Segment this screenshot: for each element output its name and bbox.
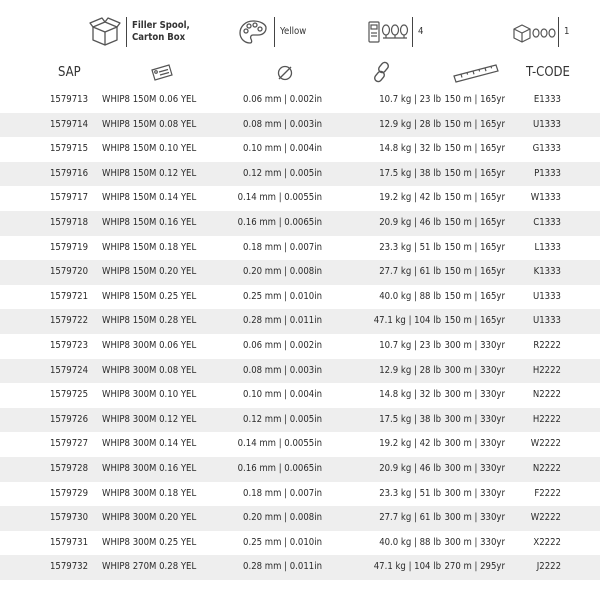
- table-row: [0, 531, 600, 556]
- load-cell: 17.5 kg | 38 lb: [379, 167, 441, 179]
- units-value: 4: [418, 26, 424, 37]
- product-table: [0, 88, 600, 580]
- table-row: [0, 457, 600, 482]
- sap-cell: 1579715: [50, 143, 89, 155]
- units-info: [366, 12, 423, 52]
- description-cell: WHIP8 300M 0.18 YEL: [102, 487, 197, 499]
- load-cell: 47.1 kg | 104 lb: [373, 315, 441, 327]
- diameter-icon: [276, 64, 294, 86]
- length-cell: 150 m | 165yr: [444, 315, 505, 327]
- length-cell: 150 m | 165yr: [444, 241, 505, 253]
- diameter-cell: 0.20 mm | 0.008in: [243, 512, 322, 524]
- load-cell: 17.5 kg | 38 lb: [379, 413, 441, 425]
- load-cell: 10.7 kg | 23 lb: [379, 94, 441, 105]
- sap-cell: 1579718: [50, 216, 89, 228]
- sap-cell: 1579732: [50, 561, 89, 573]
- description-cell: WHIP8 150M 0.16 YEL: [102, 216, 197, 228]
- tcode-cell: C1333: [533, 216, 561, 228]
- diameter-cell: 0.18 mm | 0.007in: [243, 487, 322, 499]
- sap-cell: 1579726: [50, 413, 89, 425]
- color-palette-icon: [234, 15, 272, 49]
- sap-cell: 1579717: [50, 192, 89, 204]
- description-cell: WHIP8 150M 0.28 YEL: [102, 315, 197, 327]
- length-cell: 150 m | 165yr: [444, 94, 505, 105]
- diameter-cell: 0.28 mm | 0.011in: [243, 315, 322, 327]
- table-row: [0, 162, 600, 187]
- header-tcode: T-CODE: [526, 65, 570, 80]
- table-row: [0, 236, 600, 261]
- tcode-cell: H2222: [532, 413, 561, 425]
- tcode-cell: N2222: [532, 462, 561, 474]
- product-tag-icon: [149, 63, 175, 87]
- tcode-cell: R2222: [533, 339, 561, 351]
- table-row: [0, 408, 600, 433]
- description-cell: WHIP8 150M 0.06 YEL: [102, 94, 197, 105]
- separator: [274, 17, 275, 47]
- table-row: [0, 334, 600, 359]
- diameter-cell: 0.06 mm | 0.002in: [243, 339, 322, 351]
- color-label: Yellow: [280, 26, 307, 37]
- diameter-cell: 0.25 mm | 0.010in: [243, 536, 322, 548]
- tcode-cell: F2222: [534, 487, 561, 499]
- carton-value: 1: [564, 26, 570, 37]
- diameter-cell: 0.20 mm | 0.008in: [243, 266, 322, 278]
- diameter-cell: 0.25 mm | 0.010in: [243, 290, 322, 302]
- description-cell: WHIP8 300M 0.08 YEL: [102, 364, 197, 376]
- length-cell: 150 m | 165yr: [444, 143, 505, 155]
- tcode-cell: E1333: [533, 94, 561, 105]
- diameter-cell: 0.18 mm | 0.007in: [243, 241, 322, 253]
- length-cell: 150 m | 165yr: [444, 167, 505, 179]
- tcode-cell: J2222: [536, 561, 561, 573]
- description-cell: WHIP8 300M 0.10 YEL: [102, 389, 197, 401]
- packaging-line-2: Carton Box: [132, 32, 186, 43]
- diameter-cell: 0.16 mm | 0.0065in: [237, 216, 322, 228]
- tcode-cell: P1333: [534, 167, 561, 179]
- description-cell: WHIP8 270M 0.28 YEL: [102, 561, 197, 573]
- length-cell: 270 m | 295yr: [444, 561, 505, 573]
- load-cell: 14.8 kg | 32 lb: [379, 143, 441, 155]
- table-row: [0, 137, 600, 162]
- description-cell: WHIP8 150M 0.12 YEL: [102, 167, 197, 179]
- description-cell: WHIP8 300M 0.14 YEL: [102, 438, 197, 450]
- tcode-cell: U1333: [532, 315, 561, 327]
- packaging-info: [86, 12, 190, 52]
- length-cell: 300 m | 330yr: [444, 462, 505, 474]
- description-cell: WHIP8 300M 0.20 YEL: [102, 512, 197, 524]
- header-sap: SAP: [58, 65, 81, 80]
- table-row: [0, 555, 600, 580]
- color-info: [234, 12, 306, 52]
- table-header: [0, 60, 600, 86]
- ruler-icon: [452, 62, 500, 88]
- sap-cell: 1579721: [50, 290, 89, 302]
- load-cell: 12.9 kg | 28 lb: [379, 364, 441, 376]
- length-cell: 300 m | 330yr: [444, 364, 505, 376]
- sap-cell: 1579723: [50, 339, 89, 351]
- sap-cell: 1579720: [50, 266, 89, 278]
- load-cell: 12.9 kg | 28 lb: [379, 118, 441, 130]
- length-cell: 300 m | 330yr: [444, 512, 505, 524]
- sap-cell: 1579729: [50, 487, 89, 499]
- diameter-cell: 0.10 mm | 0.004in: [243, 389, 322, 401]
- load-cell: 10.7 kg | 23 lb: [379, 339, 441, 351]
- carton-info: [512, 12, 569, 52]
- length-cell: 150 m | 165yr: [444, 118, 505, 130]
- sap-cell: 1579713: [50, 94, 89, 105]
- sap-cell: 1579722: [50, 315, 89, 327]
- tcode-cell: W2222: [530, 438, 561, 450]
- diameter-cell: 0.08 mm | 0.003in: [243, 364, 322, 376]
- load-cell: 23.3 kg | 51 lb: [379, 241, 441, 253]
- table-row: [0, 285, 600, 310]
- length-cell: 150 m | 165yr: [444, 266, 505, 278]
- tcode-cell: U1333: [532, 118, 561, 130]
- description-cell: WHIP8 300M 0.25 YEL: [102, 536, 197, 548]
- sap-cell: 1579727: [50, 438, 89, 450]
- load-cell: 14.8 kg | 32 lb: [379, 389, 441, 401]
- diameter-cell: 0.14 mm | 0.0055in: [237, 438, 322, 450]
- spool-display-icon: [366, 15, 410, 49]
- length-cell: 300 m | 330yr: [444, 339, 505, 351]
- length-cell: 150 m | 165yr: [444, 216, 505, 228]
- sap-cell: 1579728: [50, 462, 89, 474]
- carton-spools-icon: [512, 15, 556, 49]
- diameter-cell: 0.10 mm | 0.004in: [243, 143, 322, 155]
- tcode-cell: W2222: [530, 512, 561, 524]
- length-cell: 300 m | 330yr: [444, 438, 505, 450]
- table-row: [0, 113, 600, 138]
- load-cell: 20.9 kg | 46 lb: [379, 216, 441, 228]
- tcode-cell: G1333: [532, 143, 561, 155]
- sap-cell: 1579716: [50, 167, 89, 179]
- load-cell: 23.3 kg | 51 lb: [379, 487, 441, 499]
- tcode-cell: L1333: [534, 241, 561, 253]
- tcode-cell: U1333: [532, 290, 561, 302]
- sap-cell: 1579714: [50, 118, 89, 130]
- diameter-cell: 0.06 mm | 0.002in: [243, 94, 322, 105]
- table-row: [0, 186, 600, 211]
- table-row: [0, 211, 600, 236]
- diameter-cell: 0.12 mm | 0.005in: [243, 413, 322, 425]
- description-cell: WHIP8 150M 0.08 YEL: [102, 118, 197, 130]
- table-row: [0, 88, 600, 113]
- description-cell: WHIP8 150M 0.20 YEL: [102, 266, 197, 278]
- table-row: [0, 432, 600, 457]
- table-row: [0, 383, 600, 408]
- length-cell: 300 m | 330yr: [444, 389, 505, 401]
- tcode-cell: K1333: [533, 266, 561, 278]
- sap-cell: 1579724: [50, 364, 89, 376]
- description-cell: WHIP8 300M 0.12 YEL: [102, 413, 197, 425]
- separator: [412, 17, 413, 47]
- sap-cell: 1579731: [50, 536, 89, 548]
- length-cell: 300 m | 330yr: [444, 487, 505, 499]
- separator: [126, 17, 127, 47]
- separator: [558, 17, 559, 47]
- tcode-cell: N2222: [532, 389, 561, 401]
- description-cell: WHIP8 150M 0.25 YEL: [102, 290, 197, 302]
- diameter-cell: 0.12 mm | 0.005in: [243, 167, 322, 179]
- chain-link-icon: [370, 60, 394, 88]
- diameter-cell: 0.08 mm | 0.003in: [243, 118, 322, 130]
- load-cell: 19.2 kg | 42 lb: [379, 192, 441, 204]
- length-cell: 150 m | 165yr: [444, 290, 505, 302]
- packaging-line-1: Filler Spool,: [132, 20, 190, 31]
- sap-cell: 1579725: [50, 389, 89, 401]
- description-cell: WHIP8 150M 0.10 YEL: [102, 143, 197, 155]
- length-cell: 300 m | 330yr: [444, 413, 505, 425]
- load-cell: 20.9 kg | 46 lb: [379, 462, 441, 474]
- box-icon: [86, 15, 124, 49]
- description-cell: WHIP8 300M 0.06 YEL: [102, 339, 197, 351]
- table-row: [0, 260, 600, 285]
- diameter-cell: 0.16 mm | 0.0065in: [237, 462, 322, 474]
- description-cell: WHIP8 300M 0.16 YEL: [102, 462, 197, 474]
- description-cell: WHIP8 150M 0.18 YEL: [102, 241, 197, 253]
- diameter-cell: 0.28 mm | 0.011in: [243, 561, 322, 573]
- packaging-label: [132, 20, 190, 44]
- table-row: [0, 359, 600, 384]
- table-row: [0, 309, 600, 334]
- load-cell: 47.1 kg | 104 lb: [373, 561, 441, 573]
- tcode-cell: W1333: [530, 192, 561, 204]
- load-cell: 27.7 kg | 61 lb: [379, 512, 441, 524]
- diameter-cell: 0.14 mm | 0.0055in: [237, 192, 322, 204]
- tcode-cell: H2222: [532, 364, 561, 376]
- load-cell: 27.7 kg | 61 lb: [379, 266, 441, 278]
- load-cell: 19.2 kg | 42 lb: [379, 438, 441, 450]
- length-cell: 300 m | 330yr: [444, 536, 505, 548]
- load-cell: 40.0 kg | 88 lb: [379, 290, 441, 302]
- table-row: [0, 506, 600, 531]
- load-cell: 40.0 kg | 88 lb: [379, 536, 441, 548]
- sap-cell: 1579719: [50, 241, 89, 253]
- tcode-cell: X2222: [533, 536, 561, 548]
- length-cell: 150 m | 165yr: [444, 192, 505, 204]
- description-cell: WHIP8 150M 0.14 YEL: [102, 192, 197, 204]
- table-row: [0, 482, 600, 507]
- sap-cell: 1579730: [50, 512, 89, 524]
